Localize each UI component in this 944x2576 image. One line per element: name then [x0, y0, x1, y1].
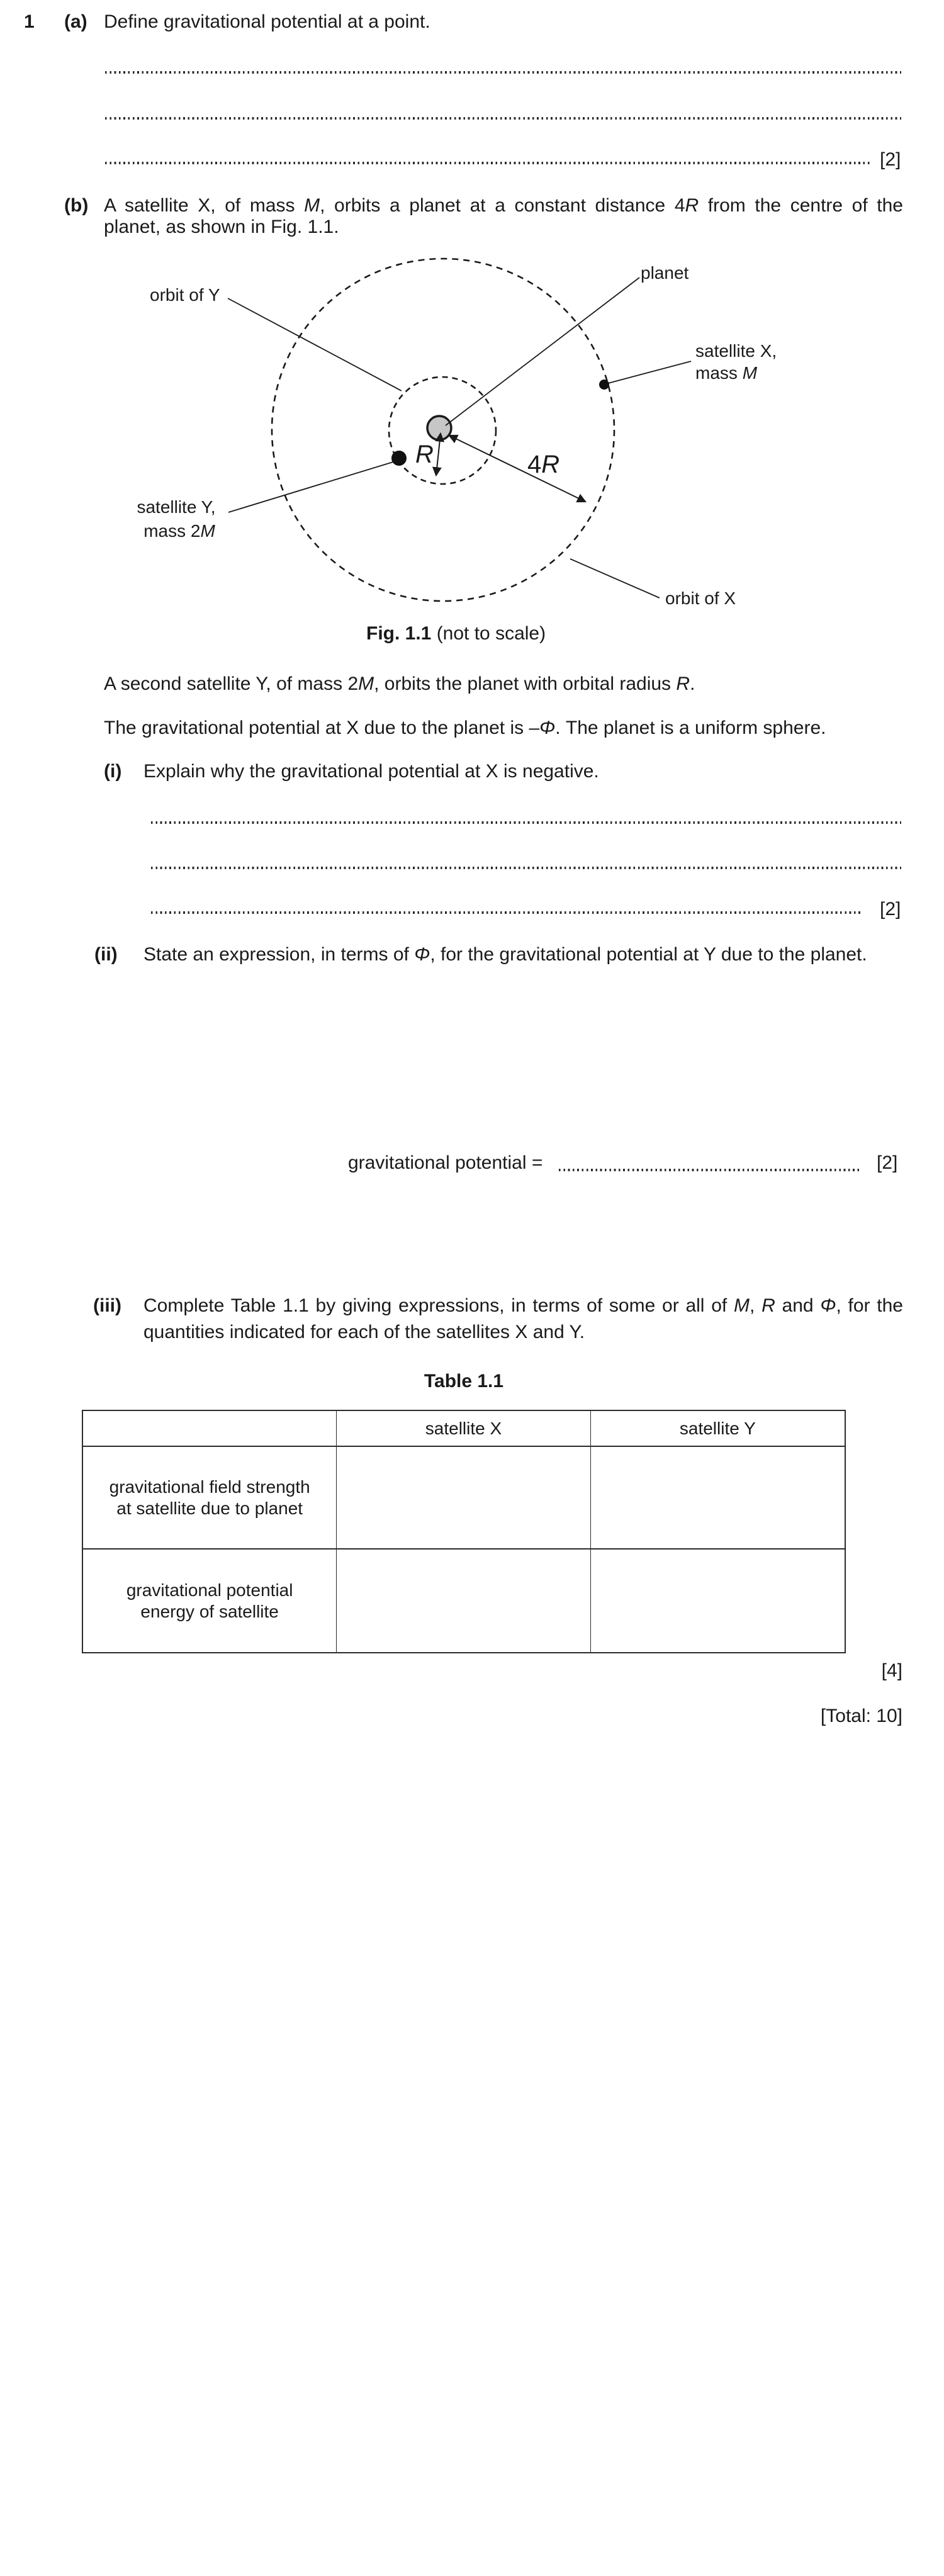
part-i-label: (i): [104, 761, 122, 782]
table-cell-field-strength-y: [591, 1447, 845, 1550]
question-number: 1: [24, 11, 35, 32]
radius-4r-label: 4R: [527, 451, 560, 478]
table-header-satellite-x: satellite X: [337, 1411, 590, 1447]
satellite-x-label-line2: mass M: [695, 363, 758, 383]
part-iii-label: (iii): [93, 1295, 121, 1316]
part-ii-prompt: State an expression, in terms of Φ, for the gravitational potential at Y due to the planet.: [143, 944, 867, 965]
part-ii-label: (ii): [94, 944, 118, 965]
planet-label: planet: [641, 263, 689, 283]
answer-line: [151, 821, 901, 824]
answer-line: [559, 1169, 861, 1171]
table-1-1: [82, 1410, 846, 1653]
table-row-label-potential-energy: gravitational potential energy of satellite: [83, 1550, 337, 1652]
satellite-x-label-line1: satellite X,: [695, 341, 777, 361]
para-potential: The gravitational potential at X due to the planet is –Φ. The planet is a uniform sphere.: [104, 717, 826, 738]
table-row-label-field-strength: gravitational field strength at satellite due to planet: [83, 1447, 337, 1550]
satellite-y-label-line1: satellite Y,: [137, 497, 216, 517]
part-iii-prompt-line1: Complete Table 1.1 by giving expressions, in terms of some or all of M, R and Φ, for the: [143, 1295, 903, 1316]
part-b-intro-line1: A satellite X, of mass M, orbits a planet at a constant distance 4R from the centre of the: [104, 195, 903, 216]
part-a-prompt: Define gravitational potential at a point.: [104, 11, 430, 32]
satellite-x-dot: [599, 380, 609, 390]
figure-caption: Fig. 1.1 (not to scale): [366, 623, 546, 644]
orbit-x-leader-line: [570, 559, 660, 598]
part-ii-answer-label: gravitational potential =: [348, 1152, 543, 1173]
satellite-y-leader-line: [228, 461, 395, 512]
part-i-prompt: Explain why the gravitational potential at X is negative.: [143, 761, 599, 782]
table-title: Table 1.1: [424, 1371, 504, 1392]
part-i-marks: [2]: [880, 899, 901, 920]
table-cell-potential-energy-x: [337, 1550, 590, 1652]
radius-4r-arrow: [449, 436, 585, 502]
satellite-x-leader-line: [608, 361, 691, 383]
part-ii-marks: [2]: [877, 1152, 898, 1173]
orbit-of-y-label: orbit of Y: [150, 285, 220, 305]
radius-r-label: R: [415, 441, 434, 468]
answer-line: [151, 911, 862, 914]
part-iii-prompt-line2: quantities indicated for each of the satellites X and Y.: [143, 1322, 585, 1342]
table-cell-field-strength-x: [337, 1447, 590, 1550]
part-a-marks: [2]: [880, 149, 901, 170]
orbit-of-x-label: orbit of X: [665, 588, 736, 608]
satellite-y-label-line2: mass 2M: [143, 521, 215, 541]
question-total-marks: [Total: 10]: [820, 1706, 902, 1726]
satellite-y-dot: [391, 451, 407, 466]
part-b-label: (b): [64, 195, 89, 216]
planet-leader-line: [446, 278, 639, 425]
table-corner-cell: [83, 1411, 337, 1447]
para-satellite-y: A second satellite Y, of mass 2M, orbits the planet with orbital radius R.: [104, 673, 695, 694]
table-header-satellite-y: satellite Y: [591, 1411, 845, 1447]
answer-line: [151, 867, 901, 869]
part-b-intro-line2: planet, as shown in Fig. 1.1.: [104, 217, 339, 237]
part-iii-marks: [4]: [881, 1660, 902, 1681]
planet-circle: [427, 416, 451, 440]
orbit-y-leader-line: [228, 298, 402, 391]
part-a-label: (a): [64, 11, 87, 32]
table-cell-potential-energy-y: [591, 1550, 845, 1652]
